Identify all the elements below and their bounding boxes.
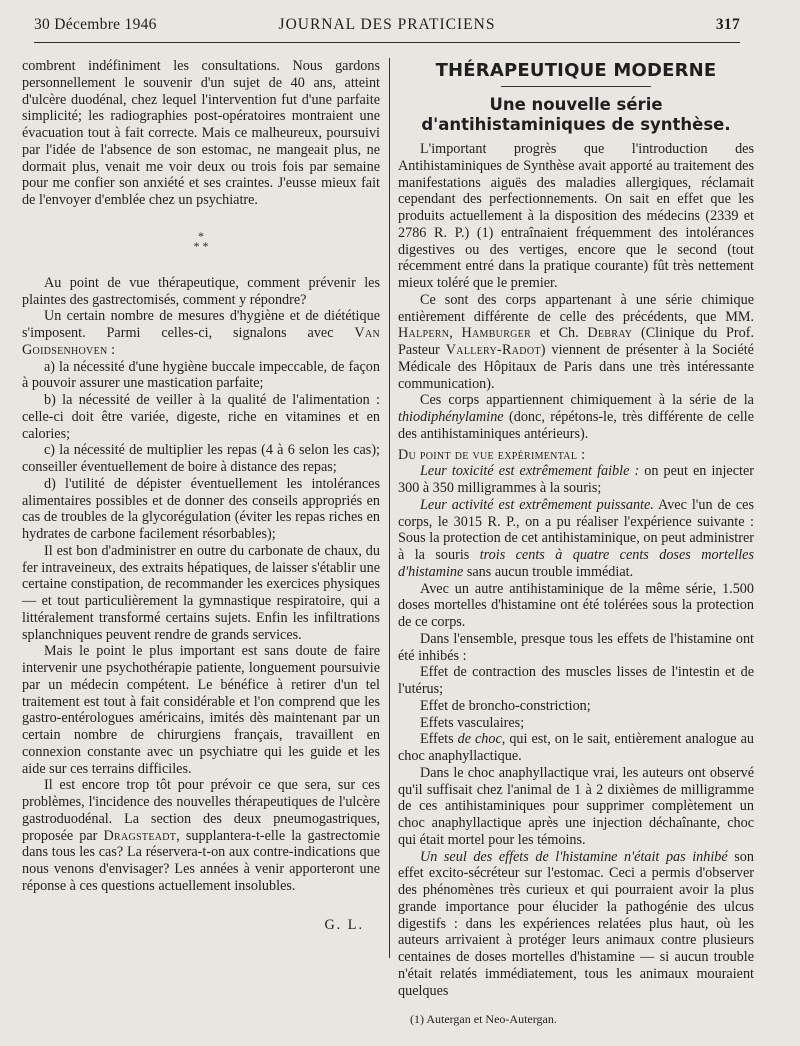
paragraph: Leur activité est extrêmement puissante. Avec l'un de ces corps, le 3015 R. P., on a pu réaliser l'expérience suivante : Sous la protection de cet antihistaminique, on peut administrer à la souris trois cents à quatre cents doses mortelles d'histamine sans aucun trouble immédiat. — [398, 496, 755, 580]
journal-name: JOURNAL DES PRATICIENS — [278, 16, 496, 33]
list-item: b) la nécessité de veiller à la qualité de l'alimentation : celle-ci doit être variée, digeste, riche en vitamines et en calories; — [22, 392, 380, 442]
paragraph: Leur toxicité est extrêmement faible : on peut en injecter 300 à 350 milligrammes à la souris; — [398, 463, 754, 496]
author-name: Van Goidsenhoven — [22, 325, 381, 358]
paragraph: Il est bon d'administrer en outre du carbonate de chaux, du fer intraveineux, des extraits hépatiques, de laisser s'établir une certaine constipation, de recommander les exercices physiques — et tout particulièrement la gymnastique respiratoire, qui a littéralement transformé certains sujets. Enfin les infiltrations splanchniques peuvent rendre de grands services. — [22, 542, 380, 643]
paragraph: Mais le point le plus important est sans doute de faire intervenir une psychothérapie patiente, longuement poursuivie par un médecin compétent. Le bénéfice à retirer d'un tel traitement est tout à fait considérable et l'on comprend que les gastro-entérologues américains, imités dès maintenant par un certain nombre de chirurgiens français, travaillent en connexion constante avec un psychiatre qui les guide et les aide sur ces terrains difficiles. — [22, 643, 380, 777]
column-divider — [389, 58, 390, 958]
author-name: Debray — [587, 325, 633, 342]
list-item: Effet de contraction des muscles lisses de l'intestin et de l'utérus; — [398, 664, 754, 697]
paragraph: Il est encore trop tôt pour prévoir ce que sera, sur ces problèmes, l'incidence des nouvelles thérapeutiques de l'ulcère gastroduodénal. La section des deux pneumogastriques, proposée par Dragsteadt, supplantera-t-elle la gastrectomie dans tous les cas? La réservera-t-on aux contre-indications que nous venons d'envisager? Les années à venir apporteront une réponse à ces questions actuellement insolubles. — [22, 777, 380, 894]
paragraph: Dans l'ensemble, presque tous les effets de l'histamine ont été inhibés : — [398, 630, 754, 664]
subsection-heading: Du point de vue expérimental : — [398, 446, 586, 463]
paragraph: Avec un autre antihistaminique de la même série, 1.500 doses mortelles d'histamine ont été tolérées sous la protection de ce corps. — [398, 580, 754, 630]
paragraph: Au point de vue thérapeutique, comment prévenir les plaintes des gastrectomisés, comment y répondre? — [22, 274, 380, 308]
list-item: d) l'utilité de dépister éventuellement les intolérances alimentaires possibles et de donner des conseils appropriés en cas de troubles de la glycorégulation (éviter les repas riches en hydrates de carbone facilement résorbables); — [22, 475, 380, 542]
issue-date: 30 Décembre 1946 — [34, 16, 157, 33]
paragraph: Dans le choc anaphyllactique vrai, les auteurs ont observé qu'il suffisait chez l'animal de 1 à 2 dixièmes de milligramme de ces antihistaminiques pour supprimer complètement un choc anaphyllactique après une injection déchaînante, choc qui était mortel pour les témoins. — [398, 764, 754, 848]
list-item: Effet de broncho-constriction; — [420, 697, 591, 714]
list-item: a) la nécessité d'une hygiène buccale impeccable, de façon à pouvoir assurer une mastication parfaite; — [22, 358, 380, 392]
footnote: (1) Autergan et Neo-Autergan. — [410, 1012, 557, 1027]
star-bottom: * * — [193, 238, 209, 253]
paragraph: Un seul des effets de l'histamine n'était pas inhibé son effet excito-sécréteur sur l'estomac. Ceci a permis d'observer des phénomènes très curieux et qui pourraient avoir la plus grande importance pour élucider la pathogénie des ulcus digestifs : dans les expériences relatées plus haut, où les auteurs arrivaient à protéger leurs animaux contre plusieurs centaines de doses mortelles d'histamine — si aucun trouble n'était relatés immédiatement, tous les animaux mouraient quelques — [398, 848, 754, 999]
paragraph: L'important progrès que l'introduction des Antihistaminiques de Synthèse avait apporté au traitement des manifestations aiguës des maladies allergiques, réclamait cependant des perfectionnements. On sait en effet que les produits actuellement à la disposition des médecins (2339 et 2786 R. P.) (1) entraînaient fréquemment des intolérances digestives ou des vertiges, encore que le second (tout récemment entré dans la pratique courante) fût très nettement mieux toléré que le premier. — [398, 141, 754, 291]
page-number: 317 — [715, 16, 740, 33]
right-column — [398, 58, 754, 1028]
paragraph: Un certain nombre de mesures d'hygiène et de diététique s'imposent. Parmi celles-ci, signalons avec Van Goidsenhoven : — [22, 308, 381, 358]
star-top: * — [198, 228, 204, 243]
page-header — [34, 16, 740, 43]
paragraph: Ces corps appartiennent chimiquement à la série de la thiodiphénylamine (donc, répétons-le, très différente de celle des antihistaminiques antérieurs). — [398, 392, 754, 442]
section-separator — [22, 228, 380, 253]
paragraph: Ce sont des corps appartenant à une série chimique entièrement différente de celle des précédents, que MM. Halpern, Hamburger et Ch. Debray (Clinique du Prof. Pasteur Vallery-Radot) viennent de présenter à la Société Médicale des Hôpitaux de Paris dans une très intéressante communication). — [398, 291, 755, 392]
section-title: THÉRAPEUTIQUE MODERNE — [435, 60, 717, 81]
author-name: Vallery-Radot — [445, 342, 541, 358]
list-item: Effets vasculaires; — [420, 714, 525, 731]
author-name: Hamburger — [461, 325, 532, 342]
list-item: Effets de choc, qui est, on le sait, entièrement analogue au choc anaphyllactique. — [398, 731, 754, 764]
signature: G. L. — [324, 916, 364, 933]
list-item: c) la nécessité de multiplier les repas (4 à 6 selon les cas); conseiller éventuellement de boire à distance des repas; — [22, 442, 380, 475]
author-name: Dragsteadt — [103, 827, 177, 844]
article-title: Une nouvelle série d'antihistaminiques de synthèse. — [421, 95, 731, 134]
left-column — [22, 58, 380, 933]
author-name: Halpern — [398, 325, 450, 342]
title-rule — [501, 86, 651, 87]
paragraph: combrent indéfiniment les consultations. Nous gardons personnellement le souvenir d'un sujet de 40 ans, atteint d'ulcère duodénal, chez lequel l'intervention fut d'une parfaite simplicité; les radiographies post-opératoires montraient une évacuation tout à fait correcte. Mais ce malheureux, poursuivi par l'idée de l'absence de son estomac, ne mangeait plus, ne dormait plus, venait me voir deux ou trois fois par semaine pour me confier son anxiété et ses craintes. J'eusse mieux fait de l'envoyer d'emblée chez un psychiatre. — [22, 58, 380, 208]
